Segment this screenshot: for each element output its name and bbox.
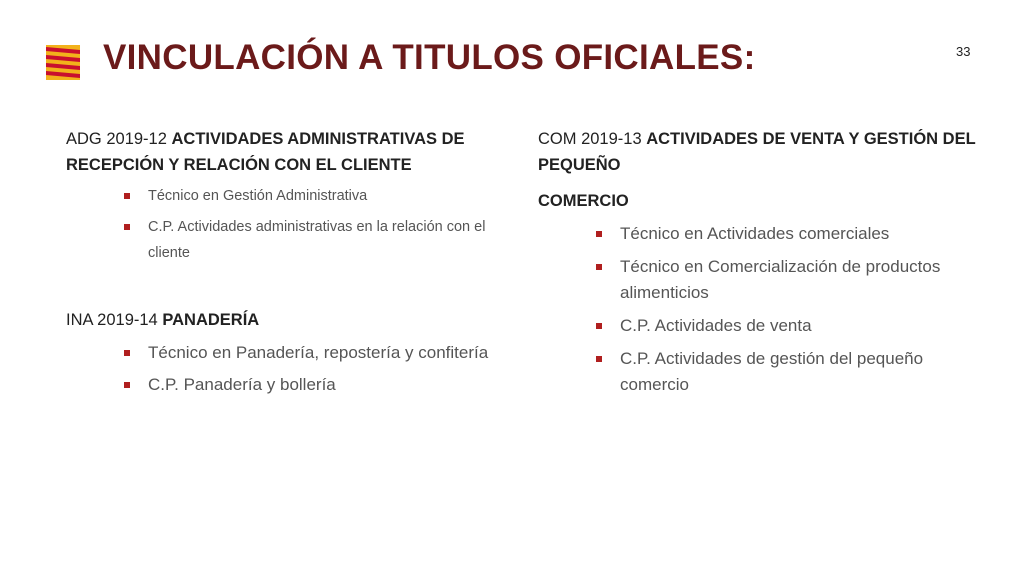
left-column xyxy=(66,126,516,397)
bullet-square-icon xyxy=(596,356,602,362)
bullet-list-ina xyxy=(66,340,516,397)
list-item: Técnico en Panadería, repostería y confitería xyxy=(66,340,516,365)
group-code: INA 2019-14 xyxy=(66,311,163,329)
bullet-square-icon xyxy=(124,224,130,230)
list-item: C.P. Actividades de venta xyxy=(538,313,988,339)
bullet-list-adg xyxy=(66,183,516,266)
bullet-square-icon xyxy=(596,264,602,270)
list-item: Técnico en Gestión Administrativa xyxy=(66,183,516,209)
list-item: Técnico en Actividades comerciales xyxy=(538,221,988,247)
group-heading-ina xyxy=(66,307,516,333)
bullet-square-icon xyxy=(596,323,602,329)
group-name: ACTIVIDADES DE VENTA Y GESTIÓN DEL PEQUEÑO xyxy=(538,130,976,174)
bullet-square-icon xyxy=(124,382,130,388)
bullet-square-icon xyxy=(124,193,130,199)
list-item: Técnico en Comercialización de productos alimenticios xyxy=(538,254,988,306)
group-heading-com xyxy=(538,126,988,178)
group-name-continued: COMERCIO xyxy=(538,192,629,210)
list-item: C.P. Panadería y bollería xyxy=(66,372,516,397)
bullet-square-icon xyxy=(596,231,602,237)
group-code: COM 2019-13 xyxy=(538,130,647,148)
group-name: PANADERÍA xyxy=(162,311,260,329)
bullet-list-com xyxy=(538,221,988,398)
bullet-square-icon xyxy=(124,350,130,356)
slide-title: VINCULACIÓN A TITULOS OFICIALES: xyxy=(103,38,756,77)
group-code: ADG 2019-12 xyxy=(66,130,172,148)
list-item: C.P. Actividades de gestión del pequeño comercio xyxy=(538,346,988,398)
list-item: C.P. Actividades administrativas en la relación con el cliente xyxy=(66,214,516,266)
aragon-flag-icon xyxy=(46,45,80,80)
group-heading-adg xyxy=(66,126,516,178)
page-number: 33 xyxy=(956,44,971,59)
right-column xyxy=(538,126,988,398)
group-name: ACTIVIDADES ADMINISTRATIVAS DE RECEPCIÓN Y RELACIÓN CON EL CLIENTE xyxy=(66,130,465,174)
